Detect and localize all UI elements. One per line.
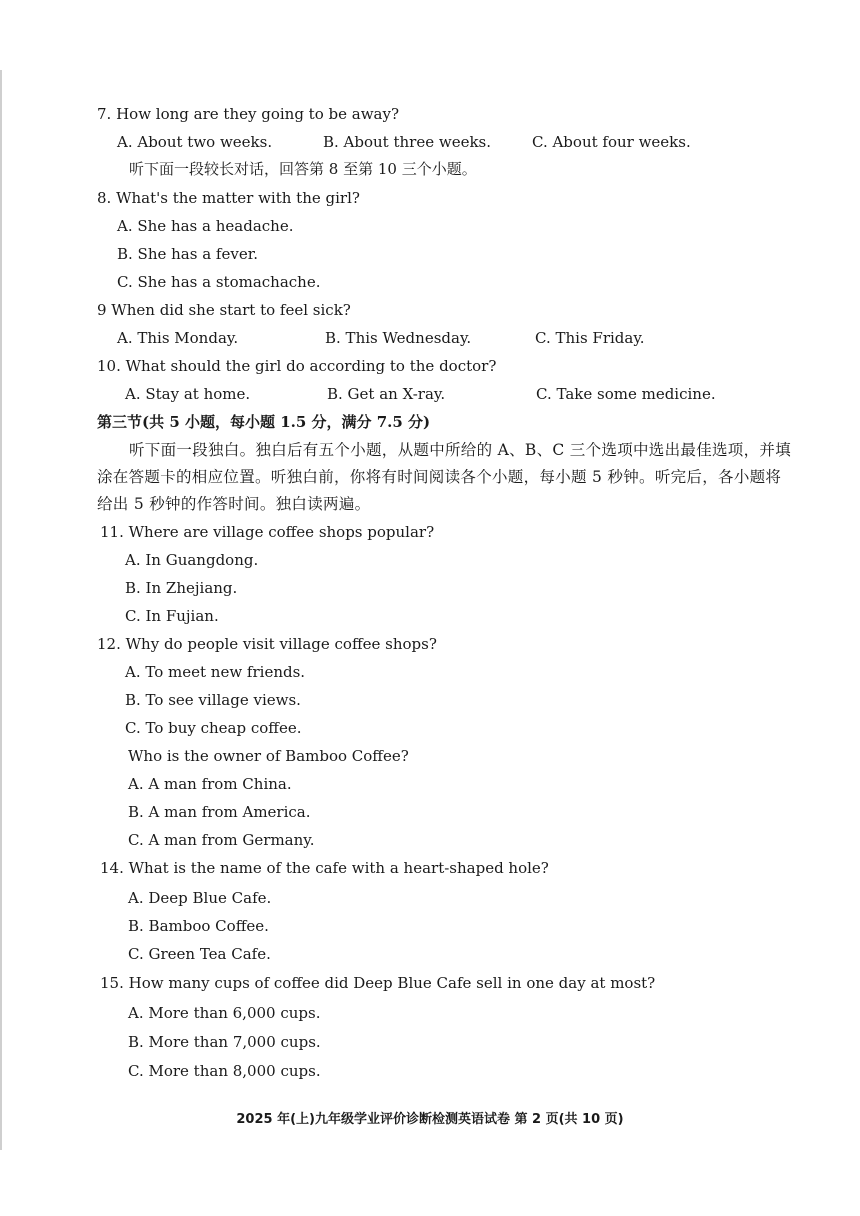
instruction-8-10: 听下面一段较长对话，回答第 8 至第 10 三个小题。: [129, 160, 477, 178]
q13-option-a: A. A man from China.: [128, 775, 292, 793]
question-10: 10. What should the girl do according to the doctor?: [97, 357, 497, 375]
q10-option-b: B. Get an X-ray.: [327, 385, 446, 403]
q8-option-c: C. She has a stomachache.: [117, 273, 321, 291]
q14-option-b: B. Bamboo Coffee.: [128, 917, 269, 935]
q9-option-a: A. This Monday.: [117, 329, 239, 347]
page-edge: [0, 70, 2, 1150]
q12-option-a: A. To meet new friends.: [125, 663, 306, 681]
section-3-para-line-1: 听下面一段独白。独白后有五个小题，从题中所给的 A、B、C 三个选项中选出最佳选项，并填: [129, 441, 791, 459]
q8-option-b: B. She has a fever.: [117, 245, 258, 263]
q9-option-b: B. This Wednesday.: [325, 329, 472, 347]
question-13: Who is the owner of Bamboo Coffee?: [128, 747, 409, 765]
q10-option-c: C. Take some medicine.: [536, 385, 716, 403]
question-11: 11. Where are village coffee shops popular?: [100, 523, 435, 541]
q7-option-b: B. About three weeks.: [323, 133, 492, 151]
q15-option-a: A. More than 6,000 cups.: [128, 1004, 321, 1022]
question-12: 12. Why do people visit village coffee shops?: [97, 635, 437, 653]
section-3-para-line-2: 涂在答题卡的相应位置。听独白前，你将有时间阅读各个小题，每小题 5 秒钟。听完后，各小题将: [97, 468, 782, 486]
page-footer: 2025 年(上)九年级学业评价诊断检测英语试卷 第 2 页(共 10 页): [236, 1112, 624, 1127]
q15-option-b: B. More than 7,000 cups.: [128, 1033, 321, 1051]
q9-option-c: C. This Friday.: [535, 329, 645, 347]
section-3-title: 第三节(共 5 小题，每小题 1.5 分，满分 7.5 分): [97, 413, 431, 431]
q14-option-a: A. Deep Blue Cafe.: [128, 889, 272, 907]
question-9: 9 When did she start to feel sick?: [97, 301, 351, 319]
q7-option-c: C. About four weeks.: [532, 133, 691, 151]
q10-option-a: A. Stay at home.: [125, 385, 251, 403]
q15-option-c: C. More than 8,000 cups.: [128, 1062, 321, 1080]
q13-option-c: C. A man from Germany.: [128, 831, 315, 849]
question-15: 15. How many cups of coffee did Deep Blue Cafe sell in one day at most?: [100, 974, 656, 992]
question-8: 8. What's the matter with the girl?: [97, 189, 360, 207]
question-7: 7. How long are they going to be away?: [97, 105, 399, 123]
q7-option-a: A. About two weeks.: [117, 133, 273, 151]
q11-option-b: B. In Zhejiang.: [125, 579, 238, 597]
q14-option-c: C. Green Tea Cafe.: [128, 945, 271, 963]
q12-option-c: C. To buy cheap coffee.: [125, 719, 302, 737]
q11-option-a: A. In Guangdong.: [125, 551, 259, 569]
question-14: 14. What is the name of the cafe with a heart-shaped hole?: [100, 859, 549, 877]
q12-option-b: B. To see village views.: [125, 691, 301, 709]
q13-option-b: B. A man from America.: [128, 803, 311, 821]
q8-option-a: A. She has a headache.: [117, 217, 294, 235]
section-3-para-line-3: 给出 5 秒钟的作答时间。独白读两遍。: [97, 495, 371, 513]
q11-option-c: C. In Fujian.: [125, 607, 219, 625]
